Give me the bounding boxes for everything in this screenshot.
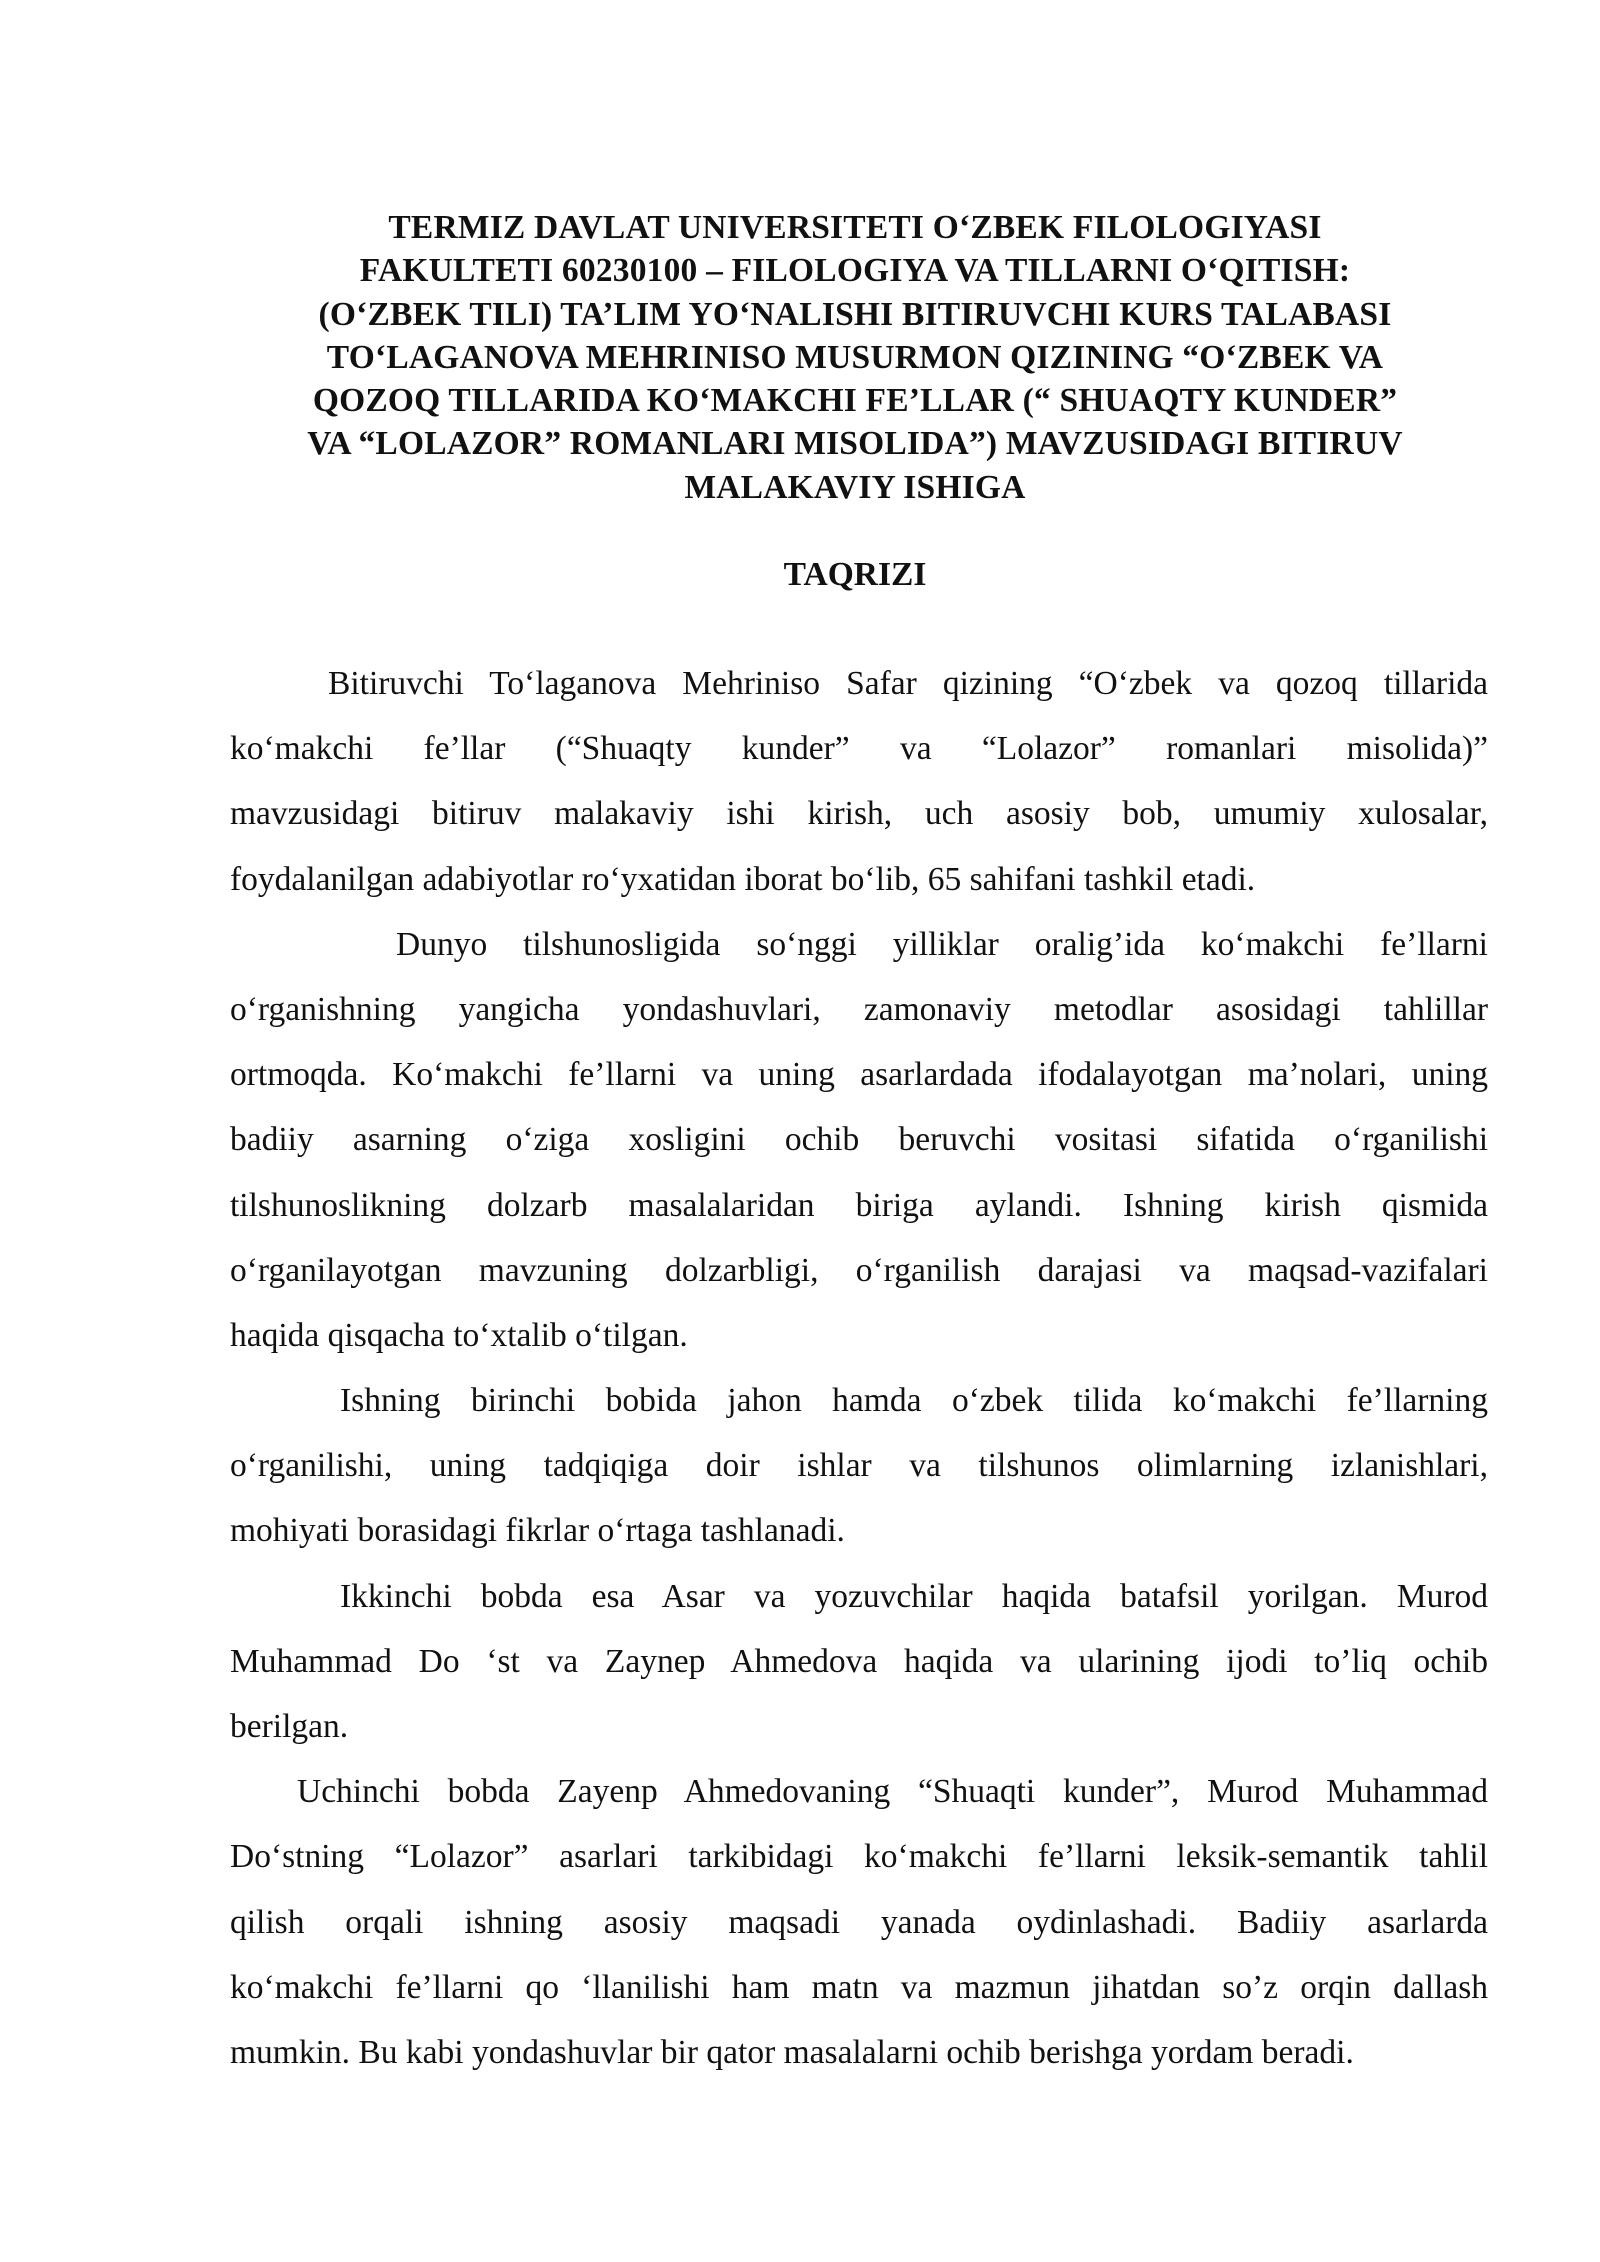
heading-line: (O‘ZBEK TILI) TA’LIM YO‘NALISHI BITIRUVCHI KURS TALABASI — [318, 295, 1392, 333]
text-line: o‘rganilayotgan mavzuning dolzarbligi, o‘rganilish darajasi va maqsad-vazifalari — [230, 1251, 1488, 1289]
text-line: berilgan. — [230, 1708, 349, 1745]
document-subtitle: TAQRIZI — [783, 556, 927, 593]
text-line: mavzusidagi bitiruv malakaviy ishi kirish, uch asosiy bob, umumiy xulosalar, — [230, 795, 1488, 833]
heading-line: TO‘LAGANOVA MEHRINISO MUSURMON QIZINING “O‘ZBEK VA — [326, 338, 1384, 376]
paragraph — [230, 912, 1488, 1368]
text-line: foydalanilgan adabiyotlar ro‘yxatidan iborat bo‘lib, 65 sahifani tashkil etadi. — [230, 860, 1256, 898]
text-line: tilshunoslikning dolzarb masalalaridan biriga aylandi. Ishning kirish qismida — [230, 1186, 1488, 1224]
text-line: o‘rganilishi, uning tadqiqiga doir ishlar va tilshunos olimlarning izlanishlari, — [230, 1447, 1488, 1485]
paragraph — [230, 1759, 1488, 2085]
document-heading — [215, 206, 1495, 509]
document-body — [230, 651, 1488, 2085]
text-line: Do‘stning “Lolazor” asarlari tarkibidagi ko‘makchi fe’llarni leksik-semantik tahlil — [230, 1838, 1488, 1876]
heading-line: VA “LOLAZOR” ROMANLARI MISOLIDA”) MAVZUSIDAGI BITIRUV — [307, 425, 1403, 463]
text-line: Ishning birinchi bobida jahon hamda o‘zbek tilida ko‘makchi fe’llarning — [340, 1382, 1488, 1420]
text-line: Ikkinchi bobda esa Asar va yozuvchilar haqida batafsil yorilgan. Murod — [340, 1577, 1488, 1615]
text-line: Uchinchi bobda Zayenp Ahmedovaning “Shuaqti kunder”, Murod Muhammad — [297, 1773, 1488, 1811]
text-line: ko‘makchi fe’llarni qo ‘llanilishi ham matn va mazmun jihatdan so’z orqin dallash — [230, 1968, 1488, 2006]
paragraph — [230, 1564, 1488, 1760]
paragraph — [230, 1368, 1488, 1564]
heading-line: TERMIZ DAVLAT UNIVERSITETI O‘ZBEK FILOLOGIYASI — [388, 209, 1322, 246]
text-line: qilish orqali ishning asosiy maqsadi yanada oydinlashadi. Badiiy asarlarda — [230, 1903, 1488, 1941]
text-line: o‘rganishning yangicha yondashuvlari, zamonaviy metodlar asosidagi tahlillar — [230, 990, 1488, 1028]
heading-line: FAKULTETI 60230100 – FILOLOGIYA VA TILLARNI O‘QITISH: — [359, 252, 1351, 290]
text-line: haqida qisqacha to‘xtalib o‘tilgan. — [230, 1316, 688, 1354]
text-line: mumkin. Bu kabi yondashuvlar bir qator masalalarni ochib berishga yordam beradi. — [230, 2033, 1354, 2071]
text-line: mohiyati borasidagi fikrlar o‘rtaga tashlanadi. — [230, 1512, 845, 1550]
paragraph — [230, 651, 1488, 912]
text-line: Dunyo tilshunosligida so‘nggi yilliklar oralig’ida ko‘makchi fe’llarni — [396, 925, 1488, 963]
heading-line: QOZOQ TILLARIDA KO‘MAKCHI FE’LLAR (“ SHUAQTY KUNDER” — [312, 382, 1398, 420]
text-line: ortmoqda. Ko‘makchi fe’llarni va uning asarlardada ifodalayotgan ma’nolari, uning — [230, 1056, 1488, 1094]
text-line: Bitiruvchi To‘laganova Mehriniso Safar qizining “O‘zbek va qozoq tillarida — [328, 665, 1488, 702]
text-line: badiiy asarning o‘ziga xosligini ochib beruvchi vositasi sifatida o‘rganilishi — [230, 1121, 1488, 1159]
text-line: Muhammad Do ‘st va Zaynep Ahmedova haqida va ularining ijodi to’liq ochib — [230, 1642, 1488, 1680]
heading-line: MALAKAVIY ISHIGA — [684, 468, 1026, 506]
text-line: ko‘makchi fe’llar (“Shuaqty kunder” va “Lolazor” romanlari misolida)” — [230, 730, 1488, 768]
